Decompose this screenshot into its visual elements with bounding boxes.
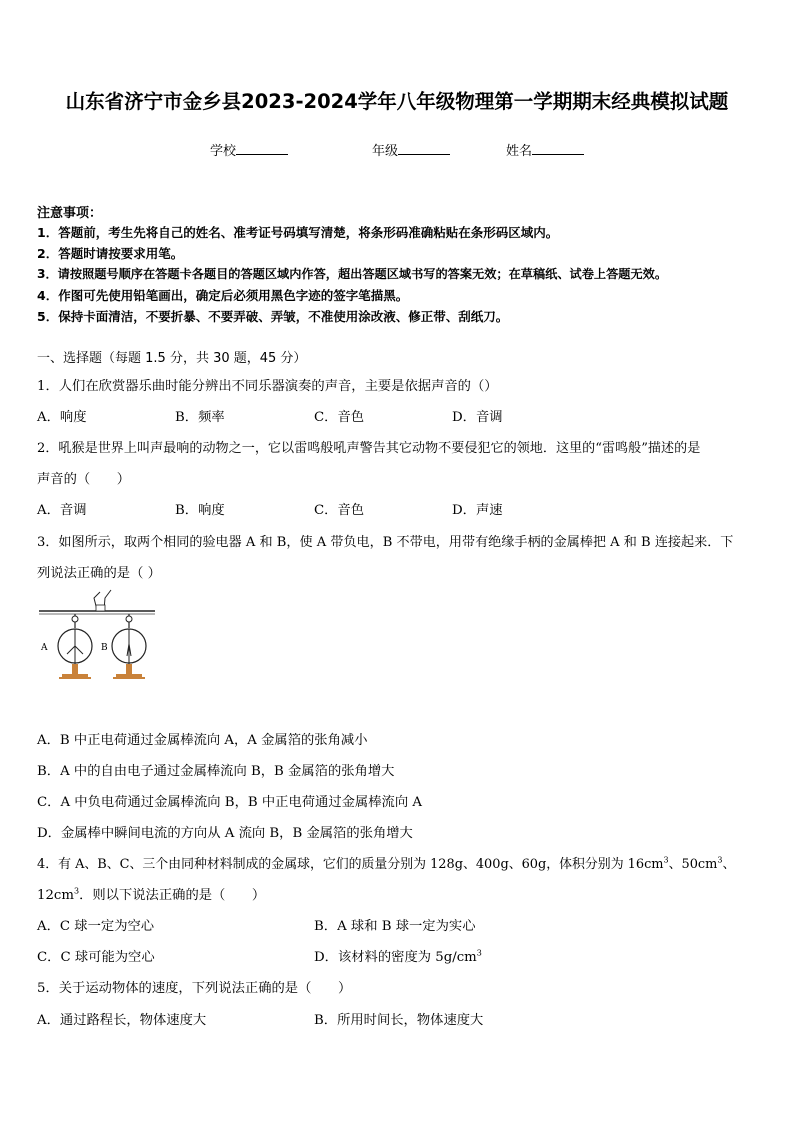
name-blank[interactable] xyxy=(532,142,584,155)
q4-option-b[interactable]: B．A 球和 B 球一定为实心 xyxy=(314,919,476,934)
note-item: 2．答题时请按要求用笔。 xyxy=(37,246,184,261)
q5-option-a[interactable]: A．通过路程长，物体速度大 xyxy=(37,1013,207,1028)
q5-option-b[interactable]: B．所用时间长，物体速度大 xyxy=(314,1013,484,1028)
q4-stem-text-3: ．则以下说法正确的是（ ） xyxy=(79,888,266,903)
note-item: 1．答题前，考生先将自己的姓名、准考证号码填写清楚，将条形码准确粘贴在条形码区域内。 xyxy=(37,225,559,240)
question-3-stem-cont: 列说法正确的是（ ） xyxy=(37,566,161,581)
grade-label: 年级 xyxy=(372,144,399,159)
section-title: 一、选择题（每题 1.5 分，共 30 题，45 分） xyxy=(37,351,307,366)
q3-option-b[interactable]: B．A 中的自由电子通过金属棒流向 B，B 金属箔的张角增大 xyxy=(37,764,395,779)
q3-option-c[interactable]: C．A 中负电荷通过金属棒流向 B，B 中正电荷通过金属棒流向 A xyxy=(37,795,422,810)
page-title: 山东省济宁市金乡县2023-2024学年八年级物理第一学期期末经典模拟试题 xyxy=(65,90,729,113)
q2-option-d[interactable]: D．声速 xyxy=(452,503,503,518)
question-1-stem: 1．人们在欣赏器乐曲时能分辨出不同乐器演奏的声音，主要是依据声音的（） xyxy=(37,379,498,394)
q1-option-a[interactable]: A．响度 xyxy=(37,410,87,425)
electroscope-figure xyxy=(37,586,162,686)
name-label: 姓名 xyxy=(506,144,533,159)
q2-option-c[interactable]: C．音色 xyxy=(314,503,365,518)
question-5-stem: 5．关于运动物体的速度，下列说法正确的是（ ） xyxy=(37,981,352,996)
notes-heading: 注意事项： xyxy=(37,206,103,221)
q4-option-d[interactable] xyxy=(314,946,482,965)
question-2-stem: 2．吼猴是世界上叫声最响的动物之一，它以雷鸣般吼声警告其它动物不要侵犯它的领地．这里的“雷鸣般”描述的是 xyxy=(37,441,701,456)
q4-option-d-text: D．该材料的密度为 5g/cm xyxy=(314,950,477,965)
figure-label-b: B xyxy=(101,643,108,653)
question-2-stem-cont: 声音的（ ） xyxy=(37,472,131,487)
question-4-stem: 4．有 A、B、C、三个由同种材料制成的金属球，它们的质量分别为 128g、400g、60g，体积分别为 $16cm^3$、$50cm^3$、 xyxy=(37,855,736,872)
q2-option-a[interactable]: A．音调 xyxy=(37,503,87,518)
note-item: 4．作图可先使用铅笔画出，确定后必须用黑色字迹的签字笔描黑。 xyxy=(37,288,409,303)
electroscope-b xyxy=(112,614,146,679)
grade-blank[interactable] xyxy=(398,142,450,155)
superscript: 3 xyxy=(717,855,723,865)
superscript: 3 xyxy=(476,948,482,958)
figure-label-a: A xyxy=(41,643,48,653)
q3-option-d[interactable]: D．金属棒中瞬间电流的方向从 A 流向 B，B 金属箔的张角增大 xyxy=(37,826,413,841)
electroscope-a xyxy=(58,614,92,679)
superscript: 3 xyxy=(663,855,669,865)
school-field xyxy=(210,140,288,159)
q1-option-d[interactable]: D．音调 xyxy=(452,410,503,425)
superscript: 3 xyxy=(73,886,80,896)
school-label: 学校 xyxy=(210,144,237,159)
q3-option-a[interactable]: A．B 中正电荷通过金属棒流向 A，A 金属箔的张角减小 xyxy=(37,733,368,748)
q1-option-c[interactable]: C．音色 xyxy=(314,410,365,425)
name-field xyxy=(506,140,584,159)
q2-option-b[interactable]: B．响度 xyxy=(175,503,225,518)
question-4-stem-cont xyxy=(37,884,265,903)
school-blank[interactable] xyxy=(236,142,288,155)
note-item: 3．请按照题号顺序在答题卡各题目的答题区域内作答，超出答题区域书写的答案无效；在草稿纸、试卷上答题无效。 xyxy=(37,267,668,281)
question-3-stem: 3．如图所示，取两个相同的验电器 A 和 B，使 A 带负电，B 不带电，用带有绝缘手柄的金属棒把 A 和 B 连接起来．下 xyxy=(37,535,734,550)
q4-option-a[interactable]: A．C 球一定为空心 xyxy=(37,919,155,934)
q1-option-b[interactable]: B．频率 xyxy=(175,410,225,425)
q4-stem-text-2: 12cm xyxy=(37,888,74,903)
q4-stem-text-mid: 、50cm xyxy=(668,857,718,872)
q4-stem-text: 4．有 A、B、C、三个由同种材料制成的金属球，它们的质量分别为 128g、400g、60g，体积分别为 16cm xyxy=(37,857,664,872)
q4-option-c[interactable]: C．C 球可能为空心 xyxy=(37,950,155,965)
grade-field xyxy=(372,140,450,159)
note-item: 5．保持卡面清洁，不要折暴、不要弄破、弄皱，不准使用涂改液、修正带、刮纸刀。 xyxy=(37,309,509,324)
